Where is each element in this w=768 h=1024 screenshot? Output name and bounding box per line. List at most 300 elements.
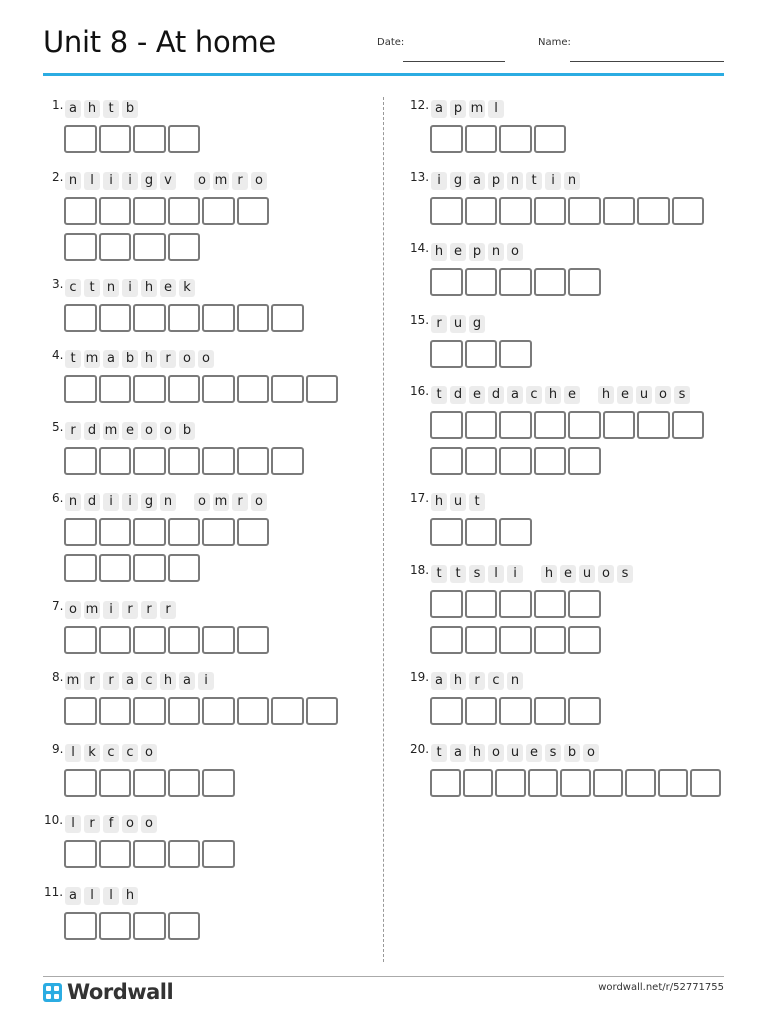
letter-tile: u: [507, 744, 523, 762]
letter-tile: r: [84, 815, 100, 833]
letter-tile: e: [122, 422, 138, 440]
answer-box[interactable]: [534, 411, 567, 439]
letter-gap: [179, 493, 191, 511]
column-divider: [383, 97, 384, 962]
letter-tile: t: [431, 565, 447, 583]
letter-tile: o: [198, 350, 214, 368]
letter-tile: m: [66, 673, 80, 688]
answer-box[interactable]: [465, 447, 498, 475]
answer-box[interactable]: [99, 697, 132, 725]
letter-tile: t: [431, 386, 447, 404]
letter-tile: e: [450, 243, 466, 261]
answer-box[interactable]: [465, 268, 498, 296]
scrambled-letters: [65, 887, 141, 905]
answer-box[interactable]: [534, 447, 567, 475]
letter-tile: h: [541, 565, 557, 583]
answer-box[interactable]: [133, 518, 166, 546]
letter-tile: r: [469, 672, 485, 690]
answer-box[interactable]: [499, 197, 532, 225]
answer-box[interactable]: [99, 769, 132, 797]
answer-box[interactable]: [64, 697, 97, 725]
letter-tile: l: [488, 100, 504, 118]
answer-box[interactable]: [625, 769, 656, 797]
letter-tile: s: [545, 744, 561, 762]
answer-row: [64, 769, 237, 797]
letter-tile: r: [232, 493, 248, 511]
answer-box[interactable]: [168, 840, 201, 868]
letter-tile: c: [122, 744, 138, 762]
answer-box[interactable]: [99, 375, 132, 403]
letter-tile: v: [160, 172, 176, 190]
answer-box[interactable]: [133, 304, 166, 332]
letter-tile: r: [84, 672, 100, 690]
scrambled-letters: [65, 100, 141, 118]
answer-box[interactable]: [99, 125, 132, 153]
answer-box[interactable]: [202, 375, 235, 403]
letter-tile: o: [251, 172, 267, 190]
letter-tile: e: [560, 565, 576, 583]
letter-tile: l: [65, 744, 81, 762]
scrambled-letters: [65, 493, 270, 511]
answer-box[interactable]: [202, 697, 235, 725]
letter-tile: i: [103, 601, 119, 619]
letter-tile: g: [450, 172, 466, 190]
question-number: 8.: [52, 670, 64, 684]
letter-tile: r: [122, 601, 138, 619]
answer-box[interactable]: [568, 590, 601, 618]
answer-box[interactable]: [568, 626, 601, 654]
answer-row: [64, 447, 306, 475]
answer-box[interactable]: [271, 447, 304, 475]
answer-box[interactable]: [64, 447, 97, 475]
answer-box[interactable]: [133, 697, 166, 725]
answer-box[interactable]: [271, 697, 304, 725]
answer-box[interactable]: [430, 626, 463, 654]
header-rule: [43, 73, 724, 76]
answer-box[interactable]: [603, 197, 636, 225]
letter-tile: h: [469, 744, 485, 762]
letter-tile: h: [141, 279, 157, 297]
answer-box[interactable]: [64, 518, 97, 546]
letter-tile: t: [84, 279, 100, 297]
answer-box[interactable]: [168, 304, 201, 332]
answer-box[interactable]: [99, 626, 132, 654]
answer-row: [430, 268, 603, 296]
answer-box[interactable]: [430, 340, 463, 368]
answer-box[interactable]: [64, 840, 97, 868]
letter-tile: r: [431, 315, 447, 333]
answer-box[interactable]: [202, 304, 235, 332]
answer-box[interactable]: [568, 447, 601, 475]
answer-box[interactable]: [202, 518, 235, 546]
question-number: 7.: [52, 599, 64, 613]
scrambled-letters: [431, 386, 693, 404]
letter-tile: n: [160, 493, 176, 511]
scrambled-letters: [65, 815, 160, 833]
answer-box[interactable]: [133, 554, 166, 582]
scrambled-letters: [65, 350, 217, 368]
letter-tile: a: [103, 350, 119, 368]
letter-tile: k: [84, 744, 100, 762]
answer-box[interactable]: [64, 769, 97, 797]
answer-box[interactable]: [430, 125, 463, 153]
letter-tile: o: [141, 744, 157, 762]
letter-tile: h: [431, 243, 447, 261]
answer-box[interactable]: [499, 697, 532, 725]
letter-tile: t: [431, 744, 447, 762]
answer-box[interactable]: [465, 340, 498, 368]
answer-box[interactable]: [99, 518, 132, 546]
question-number: 16.: [410, 384, 430, 398]
scrambled-letters: [431, 493, 488, 511]
answer-row: [64, 697, 340, 725]
answer-box[interactable]: [133, 840, 166, 868]
letter-tile: h: [431, 493, 447, 511]
answer-box[interactable]: [168, 447, 201, 475]
answer-box[interactable]: [499, 447, 532, 475]
answer-box[interactable]: [168, 697, 201, 725]
answer-box[interactable]: [430, 697, 463, 725]
answer-box[interactable]: [430, 590, 463, 618]
letter-tile: o: [598, 565, 614, 583]
answer-box[interactable]: [202, 626, 235, 654]
letter-tile: b: [179, 422, 195, 440]
answer-box[interactable]: [465, 697, 498, 725]
letter-tile: n: [507, 172, 523, 190]
answer-box[interactable]: [499, 340, 532, 368]
letter-tile: m: [85, 351, 99, 366]
question-number: 6.: [52, 491, 64, 505]
letter-tile: a: [469, 172, 485, 190]
letter-gap: [179, 172, 191, 190]
answer-box[interactable]: [133, 912, 166, 940]
letter-tile: n: [488, 243, 504, 261]
scrambled-letters: [431, 172, 583, 190]
question-number: 2.: [52, 170, 64, 184]
answer-box[interactable]: [99, 554, 132, 582]
answer-box[interactable]: [534, 125, 567, 153]
answer-box[interactable]: [64, 304, 97, 332]
letter-tile: d: [84, 493, 100, 511]
answer-box[interactable]: [465, 626, 498, 654]
letter-tile: u: [450, 315, 466, 333]
letter-tile: o: [141, 815, 157, 833]
answer-box[interactable]: [534, 268, 567, 296]
answer-box[interactable]: [168, 769, 201, 797]
letter-tile: m: [214, 494, 228, 509]
letter-tile: m: [104, 423, 118, 438]
letter-tile: m: [85, 602, 99, 617]
answer-row: [64, 233, 202, 261]
letter-tile: i: [122, 172, 138, 190]
letter-tile: b: [122, 100, 138, 118]
answer-box[interactable]: [202, 447, 235, 475]
answer-box[interactable]: [603, 411, 636, 439]
letter-tile: r: [232, 172, 248, 190]
letter-gap: [583, 386, 595, 404]
scrambled-letters: [431, 565, 636, 583]
answer-row: [64, 304, 306, 332]
answer-box[interactable]: [133, 626, 166, 654]
answer-box[interactable]: [534, 697, 567, 725]
answer-box[interactable]: [499, 590, 532, 618]
answer-box[interactable]: [168, 626, 201, 654]
letter-tile: h: [141, 350, 157, 368]
answer-box[interactable]: [271, 304, 304, 332]
letter-tile: h: [84, 100, 100, 118]
answer-box[interactable]: [528, 769, 559, 797]
answer-box[interactable]: [168, 375, 201, 403]
answer-box[interactable]: [465, 518, 498, 546]
letter-tile: e: [564, 386, 580, 404]
letter-tile: s: [674, 386, 690, 404]
question-number: 20.: [410, 742, 430, 756]
answer-box[interactable]: [133, 125, 166, 153]
wordwall-logo: [43, 980, 173, 1004]
answer-box[interactable]: [64, 912, 97, 940]
answer-box[interactable]: [99, 447, 132, 475]
letter-tile: o: [160, 422, 176, 440]
answer-row: [64, 554, 202, 582]
answer-box[interactable]: [430, 411, 463, 439]
page-title: Unit 8 - At home: [43, 25, 276, 59]
answer-box[interactable]: [499, 626, 532, 654]
answer-box[interactable]: [64, 197, 97, 225]
letter-tile: s: [469, 565, 485, 583]
answer-box[interactable]: [168, 125, 201, 153]
answer-box[interactable]: [237, 518, 270, 546]
answer-box[interactable]: [64, 626, 97, 654]
letter-tile: d: [450, 386, 466, 404]
question-number: 4.: [52, 348, 64, 362]
answer-row: [64, 626, 271, 654]
answer-box[interactable]: [168, 197, 201, 225]
scrambled-letters: [65, 172, 270, 190]
letter-tile: p: [450, 100, 466, 118]
question-number: 11.: [44, 885, 64, 899]
letter-tile: h: [160, 672, 176, 690]
answer-box[interactable]: [237, 626, 270, 654]
letter-tile: i: [122, 493, 138, 511]
date-label: Date:: [377, 37, 405, 48]
question-number: 17.: [410, 491, 430, 505]
answer-box[interactable]: [99, 197, 132, 225]
letter-tile: u: [450, 493, 466, 511]
answer-row: [430, 340, 534, 368]
letter-tile: h: [122, 887, 138, 905]
letter-tile: d: [84, 422, 100, 440]
answer-row: [430, 411, 706, 439]
answer-box[interactable]: [99, 304, 132, 332]
letter-tile: r: [160, 350, 176, 368]
letter-tile: n: [65, 493, 81, 511]
letter-tile: i: [122, 279, 138, 297]
scrambled-letters: [431, 100, 507, 118]
answer-box[interactable]: [534, 590, 567, 618]
answer-box[interactable]: [202, 769, 235, 797]
letter-tile: o: [141, 422, 157, 440]
answer-box[interactable]: [495, 769, 526, 797]
letter-tile: o: [507, 243, 523, 261]
answer-box[interactable]: [168, 233, 201, 261]
answer-box[interactable]: [168, 912, 201, 940]
letter-tile: e: [469, 386, 485, 404]
letter-tile: l: [103, 887, 119, 905]
answer-box[interactable]: [430, 518, 463, 546]
letter-tile: t: [450, 565, 466, 583]
scrambled-letters: [431, 744, 602, 762]
answer-box[interactable]: [672, 197, 705, 225]
answer-box[interactable]: [99, 233, 132, 261]
footer-rule: [43, 976, 724, 977]
scrambled-letters: [65, 601, 179, 619]
scrambled-letters: [431, 315, 488, 333]
answer-box[interactable]: [672, 411, 705, 439]
answer-box[interactable]: [465, 125, 498, 153]
answer-box[interactable]: [99, 912, 132, 940]
letter-tile: b: [122, 350, 138, 368]
letter-tile: o: [65, 601, 81, 619]
letter-tile: o: [179, 350, 195, 368]
answer-box[interactable]: [202, 197, 235, 225]
answer-box[interactable]: [237, 375, 270, 403]
answer-box[interactable]: [568, 197, 601, 225]
answer-box[interactable]: [64, 375, 97, 403]
answer-box[interactable]: [499, 125, 532, 153]
question-number: 3.: [52, 277, 64, 291]
question-number: 18.: [410, 563, 430, 577]
scrambled-letters: [65, 672, 217, 690]
letter-tile: i: [198, 672, 214, 690]
answer-box[interactable]: [658, 769, 689, 797]
answer-box[interactable]: [560, 769, 591, 797]
answer-box[interactable]: [168, 518, 201, 546]
letter-tile: h: [545, 386, 561, 404]
answer-box[interactable]: [99, 840, 132, 868]
answer-box[interactable]: [133, 769, 166, 797]
letter-tile: l: [65, 815, 81, 833]
answer-row: [430, 518, 534, 546]
letter-tile: t: [526, 172, 542, 190]
answer-box[interactable]: [133, 233, 166, 261]
answer-box[interactable]: [133, 197, 166, 225]
letter-tile: a: [65, 887, 81, 905]
answer-box[interactable]: [499, 268, 532, 296]
answer-box[interactable]: [465, 590, 498, 618]
letter-tile: a: [65, 100, 81, 118]
question-number: 10.: [44, 813, 64, 827]
answer-box[interactable]: [637, 411, 670, 439]
letter-tile: a: [122, 672, 138, 690]
name-line: [570, 61, 724, 62]
letter-tile: a: [431, 672, 447, 690]
answer-box[interactable]: [237, 697, 270, 725]
letter-tile: l: [84, 887, 100, 905]
answer-box[interactable]: [133, 447, 166, 475]
letter-tile: e: [160, 279, 176, 297]
answer-box[interactable]: [465, 411, 498, 439]
answer-box[interactable]: [168, 554, 201, 582]
answer-box[interactable]: [430, 447, 463, 475]
answer-row: [64, 375, 340, 403]
scrambled-letters: [65, 279, 198, 297]
answer-box[interactable]: [430, 769, 461, 797]
answer-row: [64, 840, 237, 868]
answer-box[interactable]: [534, 626, 567, 654]
answer-box[interactable]: [637, 197, 670, 225]
scrambled-letters: [65, 422, 198, 440]
letter-tile: i: [507, 565, 523, 583]
answer-box[interactable]: [593, 769, 624, 797]
letter-tile: g: [141, 493, 157, 511]
letter-tile: l: [84, 172, 100, 190]
name-label: Name:: [538, 37, 571, 48]
letter-tile: a: [450, 744, 466, 762]
letter-gap: [526, 565, 538, 583]
answer-box[interactable]: [237, 197, 270, 225]
answer-box[interactable]: [568, 268, 601, 296]
letter-tile: u: [636, 386, 652, 404]
letter-tile: a: [507, 386, 523, 404]
letter-tile: d: [488, 386, 504, 404]
question-number: 13.: [410, 170, 430, 184]
answer-row: [64, 125, 202, 153]
answer-box[interactable]: [133, 375, 166, 403]
answer-box[interactable]: [64, 554, 97, 582]
letter-tile: r: [65, 422, 81, 440]
letter-tile: b: [564, 744, 580, 762]
letter-tile: g: [141, 172, 157, 190]
answer-box[interactable]: [690, 769, 721, 797]
answer-box[interactable]: [237, 304, 270, 332]
answer-box[interactable]: [306, 697, 339, 725]
answer-box[interactable]: [499, 411, 532, 439]
letter-tile: c: [488, 672, 504, 690]
scrambled-letters: [431, 672, 526, 690]
answer-row: [64, 518, 271, 546]
answer-row: [430, 626, 603, 654]
answer-box[interactable]: [430, 268, 463, 296]
answer-box[interactable]: [463, 769, 494, 797]
letter-tile: i: [431, 172, 447, 190]
letter-tile: t: [103, 100, 119, 118]
letter-tile: r: [160, 601, 176, 619]
answer-box[interactable]: [465, 197, 498, 225]
letter-tile: n: [103, 279, 119, 297]
answer-box[interactable]: [430, 197, 463, 225]
answer-box[interactable]: [568, 411, 601, 439]
letter-tile: i: [103, 493, 119, 511]
question-number: 15.: [410, 313, 430, 327]
answer-box[interactable]: [64, 233, 97, 261]
answer-box[interactable]: [237, 447, 270, 475]
answer-box[interactable]: [202, 840, 235, 868]
wordwall-logo-icon: [43, 983, 62, 1002]
letter-tile: h: [598, 386, 614, 404]
letter-tile: o: [655, 386, 671, 404]
answer-box[interactable]: [306, 375, 339, 403]
answer-box[interactable]: [271, 375, 304, 403]
letter-tile: c: [65, 279, 81, 297]
letter-tile: s: [617, 565, 633, 583]
letter-tile: p: [469, 243, 485, 261]
answer-box[interactable]: [499, 518, 532, 546]
letter-tile: h: [450, 672, 466, 690]
letter-tile: n: [65, 172, 81, 190]
answer-box[interactable]: [568, 697, 601, 725]
answer-box[interactable]: [534, 197, 567, 225]
answer-box[interactable]: [64, 125, 97, 153]
